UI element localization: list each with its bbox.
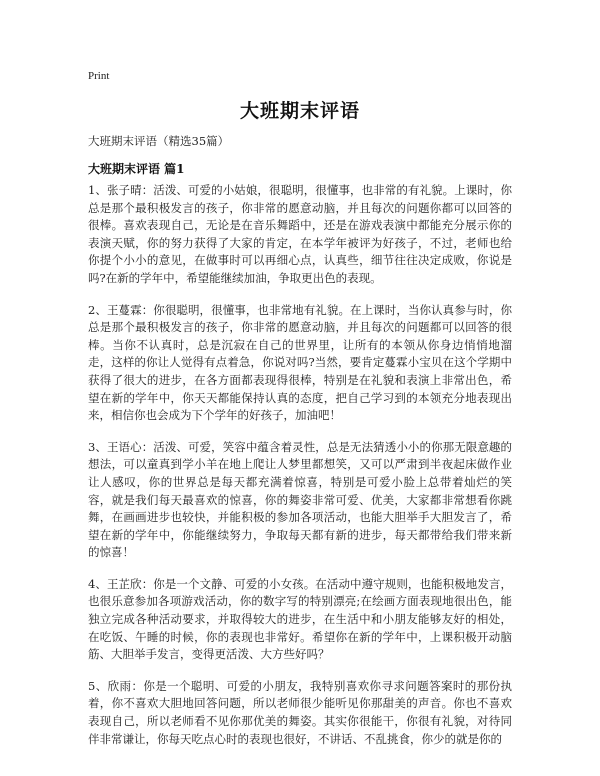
document-body — [88, 182, 512, 762]
paragraph-1: 1、张子晴：活泼、可爱的小姑娘，很聪明，很懂事，也非常的有礼貌。上课时，你总是那个最积极发言的孩子，你非常的愿意动脑，并且每次的问题你都可以回答的很棒。喜欢表现自己，无论是在音乐舞蹈中，还是在游戏表演中都能充分展示你的表演天赋，你的努力获得了大家的肯定，在本学年被评为好孩子，不过，老师也给你提个小小的意见，在做事时可以再细心点，认真些，细节往往决定成败，你说是吗?在新的学年中，希望能继续加油，争取更出色的表现。 — [88, 183, 512, 285]
paragraph-3: 3、王语心：活泼、可爱，笑容中蕴含着灵性，总是无法猜透小小的你那无限意趣的想法，可以童真到学小羊在地上爬让人梦里都想笑，又可以严肃到半夜起床做作业让人感叹，你的世界总是每天都充满着惊喜，特别是可爱小脸上总带着灿烂的笑容，就是我们每天最喜欢的惊喜，你的舞姿非常可爱、优美，大家都非常想看你跳舞，在画画进步也较快，并能积极的参加各项活动，也能大胆举手大胆发言了，希望在新的学年中，你能继续努力，争取每天都有新的进步，每天都带给我们带来新的惊喜！ — [88, 439, 512, 560]
paragraph-5: 5、欣雨：你是一个聪明、可爱的小朋友，我特别喜欢你寻求问题答案时的那份执着，你不喜欢大胆地回答问题，所以老师很少能听见你那甜美的声音。你也不喜欢表现自己，所以老师看不见你那优美的舞姿。其实你很能干，你很有礼貌，对待同伴非常谦让，你每天吃点心时的表现也很好，不讲话、不乱挑食，你少的就是你的 — [88, 678, 512, 746]
paragraph-2: 2、王蔓霖：你很聪明，很懂事，也非常地有礼貌。在上课时，当你认真参与时，你总是那个最积极发言的孩子，你非常的愿意动脑，并且每次的问题都可以回答的很棒。当你不认真时，总是沉寂在自己的世界里，让所有的本领从你身边悄悄地溜走，这样的你让人觉得有点着急，你说对吗?当然，要肯定蔓霖小宝贝在这个学期中获得了很大的进步，在各方面都表现得很棒，特别是在礼貌和表演上非常出色，希望在新的学年中，你天天都能保持认真的态度，把自己学习到的本领充分地表现出来，相信你也会成为下个学年的好孩子，加油吧！ — [88, 302, 512, 423]
document-title: 大班期末评语 — [239, 100, 360, 122]
document-subtitle: 大班期末评语（精选35篇） — [88, 134, 230, 148]
section-heading: 大班期末评语 篇1 — [88, 162, 185, 176]
paragraph-4: 4、王芷欣：你是一个文静、可爱的小女孩。在活动中遵守规则，也能积极地发言，也很乐意参加各项游戏活动，你的数字写的特别漂亮;在绘画方面表现地很出色，能独立完成各种活动要求，并取得较大的进步，在生活中和小朋友能够友好的相处，在吃饭、午睡的时候，你的表现也非常好。希望你在新的学年中，上课积极开动脑筋、大胆举手发言，变得更活泼、大方些好吗？ — [88, 576, 512, 662]
print-link[interactable]: Print — [88, 70, 110, 82]
